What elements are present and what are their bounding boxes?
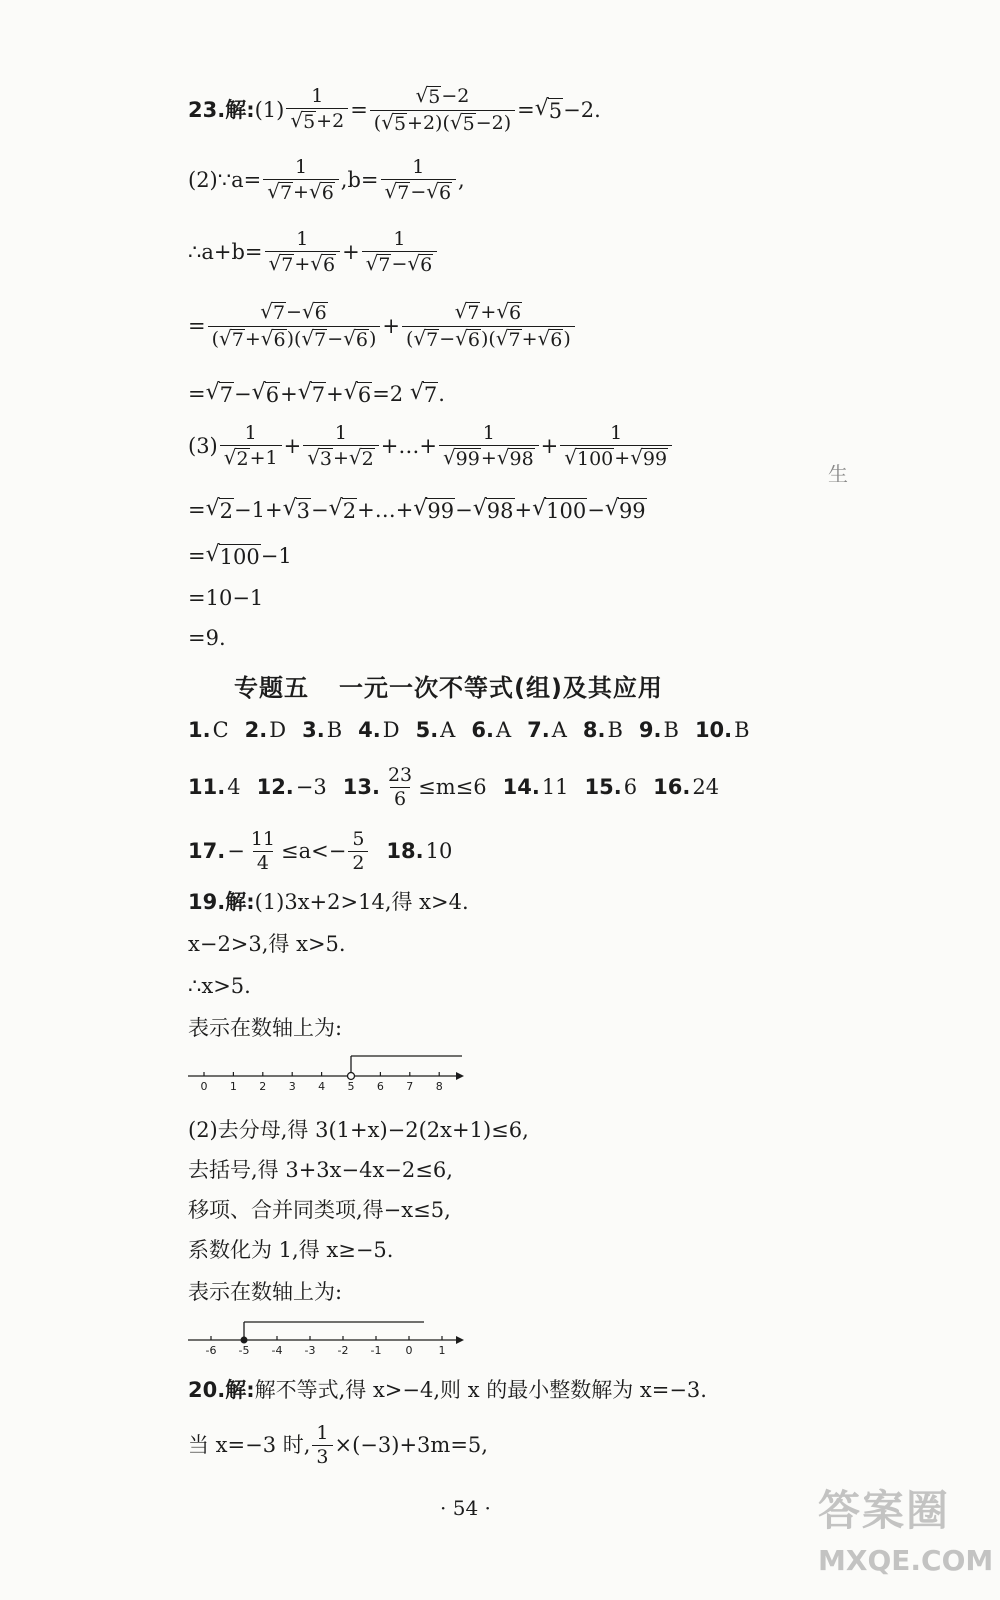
answers-row-1 — [188, 720, 766, 741]
p19-line1: 19. 解: (1)3x+2>14,得 x>4. — [188, 890, 469, 914]
axis-tick-label: -6 — [205, 1344, 217, 1357]
fraction: √ 7 + √ 6 ( √ 7 − √ 6 )( √ 7 + √ 6 ) — [402, 302, 575, 351]
p23-line10: =9. — [188, 626, 226, 650]
axis-tick-label: -2 — [337, 1344, 349, 1357]
answer-item: 4.D — [358, 718, 400, 742]
p19-line6: 去括号,得 3+3x−4x−2≤6, — [188, 1158, 453, 1182]
p19-line4: 表示在数轴上为: — [188, 1016, 343, 1040]
answer-item: 6.A — [471, 718, 512, 742]
axis-tick-label: 5 — [347, 1080, 355, 1093]
axis-tick-label: -1 — [370, 1344, 382, 1357]
answers-row-3: 17. − $\frac{11}{4}$ ≤a<− $\frac{5}{2}$ 18.10 — [188, 828, 453, 874]
fraction: 1 √ 3 + √ 2 — [303, 424, 379, 470]
fraction: √ 5 −2 ( √ 5 +2)( √ 5 −2) — [370, 86, 515, 135]
problem-number: 23. — [188, 97, 226, 122]
fraction: 1 √ 7 − √ 6 — [362, 230, 438, 276]
answer-item: 8.B — [582, 718, 623, 742]
p23-line9: =10−1 — [188, 586, 264, 610]
part-label: (1) — [254, 97, 285, 122]
p20-line1: 20. 解: 解不等式,得 x>−4,则 x 的最小整数解为 x=−3. — [188, 1378, 707, 1402]
axis-tick-label: 7 — [406, 1080, 414, 1093]
margin-mark: 生 — [828, 462, 848, 486]
p19-line8: 系数化为 1,得 x≥−5. — [188, 1238, 394, 1262]
p23-line6: (3) 1 √ 2 +1 + 1 √ 3 + √ 2 +…+ 1 √ 99 + √ 98 + 1 √ 100 + √ 99 — [188, 424, 674, 470]
p23-line4: = √ 7 − √ 6 ( √ 7 + √ 6 )( √ 7 − √ 6 ) + √ 7 + √ 6 ( √ 7 − √ 6 )( √ 7 + √ 6 ) — [188, 302, 577, 351]
fraction: 1 √ 100 + √ 99 — [560, 424, 672, 470]
fraction: 1 √ 7 + √ 6 — [263, 158, 339, 204]
answers-row-2: 11.4 12.−3 13. $\frac{23}{6}$ ≤m≤6 14.11 15.6 16.24 — [188, 764, 720, 810]
number-line-2 — [186, 1316, 466, 1368]
p23-line5: = √ 7 − √ 6 + √ 7 + √ 6 =2 √ 7 . — [188, 380, 445, 407]
axis-tick-label: 1 — [438, 1344, 446, 1357]
section-title: 专题五 一元一次不等式(组)及其应用 — [234, 674, 663, 702]
axis-tick-label: 6 — [376, 1080, 384, 1093]
p23-line8: = √ 100 −1 — [188, 542, 292, 569]
axis-tick-label: -5 — [238, 1344, 250, 1357]
p20-line2: 当 x=−3 时, $\frac{1}{3}$ ×(−3)+3m=5, — [188, 1422, 488, 1468]
fraction: 1 √ 99 + √ 98 — [439, 424, 539, 470]
fraction: 1 √ 2 +1 — [220, 424, 282, 470]
number-line-1 — [186, 1050, 466, 1102]
p23-line2: (2)∵a= 1 √ 7 + √ 6 ,b= 1 √ 7 − √ 6 , — [188, 156, 465, 204]
solution-label: 解: — [225, 97, 255, 122]
p19-line3: ∴x>5. — [188, 974, 251, 998]
p19-line2: x−2>3,得 x>5. — [188, 932, 346, 956]
answer-item: 7.A — [527, 718, 567, 742]
axis-tick-label: 2 — [259, 1080, 267, 1093]
axis-tick-label: 0 — [200, 1080, 208, 1093]
answer-item: 1.C — [188, 718, 229, 742]
p23-line7: = √ 2 −1+ √ 3 − √ 2 +…+ √ 99 − √ 98 + √ 100 − √ 99 — [188, 496, 646, 523]
axis-tick-label: 3 — [288, 1080, 296, 1093]
watermark: 答案圈 MXQE.COM — [818, 1486, 994, 1577]
answer-item: 2.D — [244, 718, 287, 742]
answer-item: 9.B — [638, 718, 679, 742]
axis-tick-label: 4 — [318, 1080, 326, 1093]
fraction: √ 7 − √ 6 ( √ 7 + √ 6 )( √ 7 − √ 6 ) — [208, 302, 381, 351]
axis-tick-label: -4 — [271, 1344, 283, 1357]
answer-item: 3.B — [302, 718, 343, 742]
fraction: 1 √ 7 − √ 6 — [381, 158, 457, 204]
p19-line7: 移项、合并同类项,得−x≤5, — [188, 1198, 451, 1222]
p19-line9: 表示在数轴上为: — [188, 1280, 343, 1304]
p23-line3: ∴a+b= 1 √ 7 + √ 6 + 1 √ 7 − √ 6 — [188, 230, 439, 276]
p23-line1: 23. 解: (1) 1 √ 5 +2 = √ 5 −2 ( √ 5 +2)( √ 5 −2) = √ 5 −2. — [188, 83, 601, 135]
axis-tick-label: -3 — [304, 1344, 316, 1357]
page-number: · 54 · — [440, 1496, 491, 1520]
axis-tick-label: 1 — [229, 1080, 237, 1093]
fraction: 1 √ 5 +2 — [286, 87, 348, 133]
fraction: 1 √ 7 + √ 6 — [265, 230, 341, 276]
axis-tick-label: 8 — [435, 1080, 443, 1093]
axis-tick-label: 0 — [405, 1344, 413, 1357]
answer-item: 10.B — [694, 718, 750, 742]
p19-line5: (2)去分母,得 3(1+x)−2(2x+1)≤6, — [188, 1118, 529, 1142]
answer-item: 5.A — [415, 718, 456, 742]
